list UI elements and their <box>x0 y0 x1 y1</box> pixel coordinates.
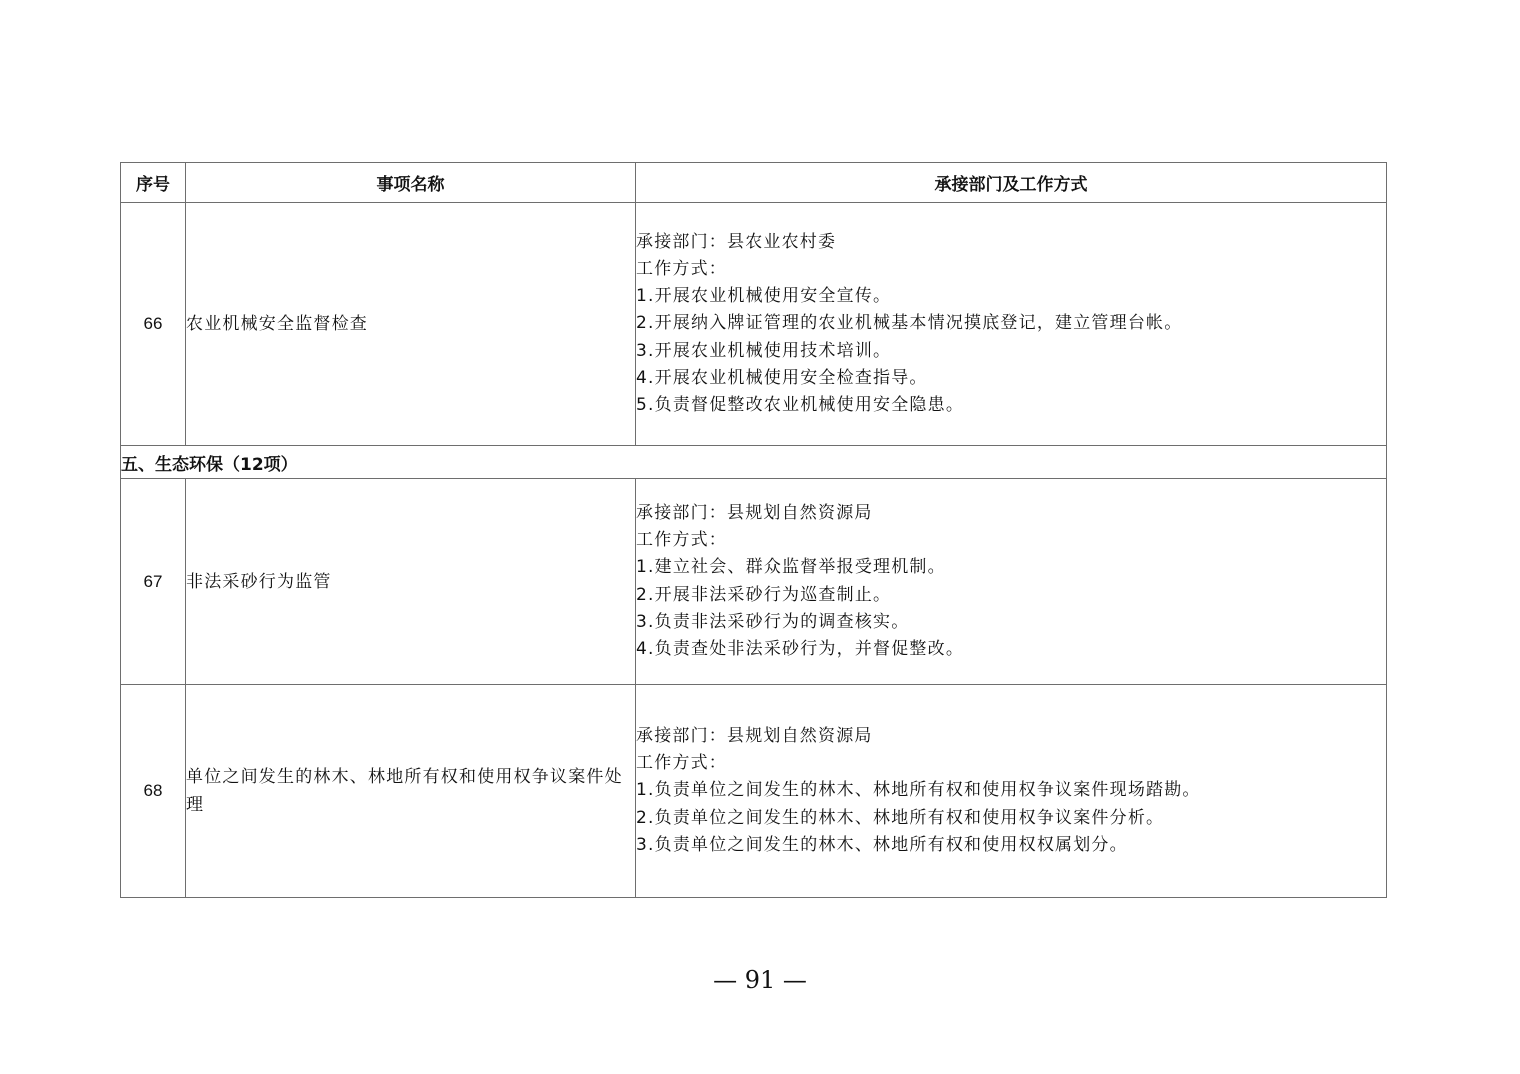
header-name: 事项名称 <box>186 163 636 203</box>
row-num: 66 <box>121 203 186 446</box>
detail-line: 承接部门：县农业农村委 <box>636 231 837 252</box>
detail-line: 工作方式： <box>636 753 727 774</box>
detail-line: 2.负责单位之间发生的林木、林地所有权和使用权争议案件分析。 <box>636 807 1165 828</box>
detail-line: 工作方式： <box>636 258 727 279</box>
row-detail <box>636 685 1387 898</box>
header-row <box>121 163 1387 203</box>
detail-line: 2.开展纳入牌证管理的农业机械基本情况摸底登记，建立管理台帐。 <box>636 313 1183 334</box>
header-num: 序号 <box>121 163 186 203</box>
detail-line: 1.开展农业机械使用安全宣传。 <box>636 286 892 307</box>
table-row <box>121 203 1387 446</box>
detail-line: 4.负责查处非法采砂行为，并督促整改。 <box>636 638 965 659</box>
detail-line: 3.负责非法采砂行为的调查核实。 <box>636 611 910 632</box>
matters-table <box>120 162 1387 898</box>
detail-line: 承接部门：县规划自然资源局 <box>636 725 873 746</box>
detail-line: 3.开展农业机械使用技术培训。 <box>636 340 892 361</box>
detail-line: 1.负责单位之间发生的林木、林地所有权和使用权争议案件现场踏勘。 <box>636 780 1201 801</box>
detail-line: 工作方式： <box>636 530 727 551</box>
header-dept: 承接部门及工作方式 <box>636 163 1387 203</box>
row-name: 农业机械安全监督检查 <box>186 203 636 446</box>
row-name: 单位之间发生的林木、林地所有权和使用权争议案件处理 <box>186 685 636 898</box>
row-name: 非法采砂行为监管 <box>186 479 636 685</box>
detail-line: 4.开展农业机械使用安全检查指导。 <box>636 367 928 388</box>
row-num: 67 <box>121 479 186 685</box>
row-detail <box>636 203 1387 446</box>
table-row <box>121 685 1387 898</box>
detail-line: 3.负责单位之间发生的林木、林地所有权和使用权权属划分。 <box>636 834 1128 855</box>
detail-line: 1.建立社会、群众监督举报受理机制。 <box>636 557 946 578</box>
detail-line: 2.开展非法采砂行为巡查制止。 <box>636 584 892 605</box>
table-row <box>121 479 1387 685</box>
detail-line: 5.负责督促整改农业机械使用安全隐患。 <box>636 395 965 415</box>
row-detail <box>636 479 1387 685</box>
section-row <box>121 446 1387 479</box>
page-number: — 91 — <box>713 966 807 994</box>
detail-line: 承接部门：县规划自然资源局 <box>636 502 873 523</box>
row-num: 68 <box>121 685 186 898</box>
section-title: 五、生态环保（12项） <box>121 446 1387 479</box>
